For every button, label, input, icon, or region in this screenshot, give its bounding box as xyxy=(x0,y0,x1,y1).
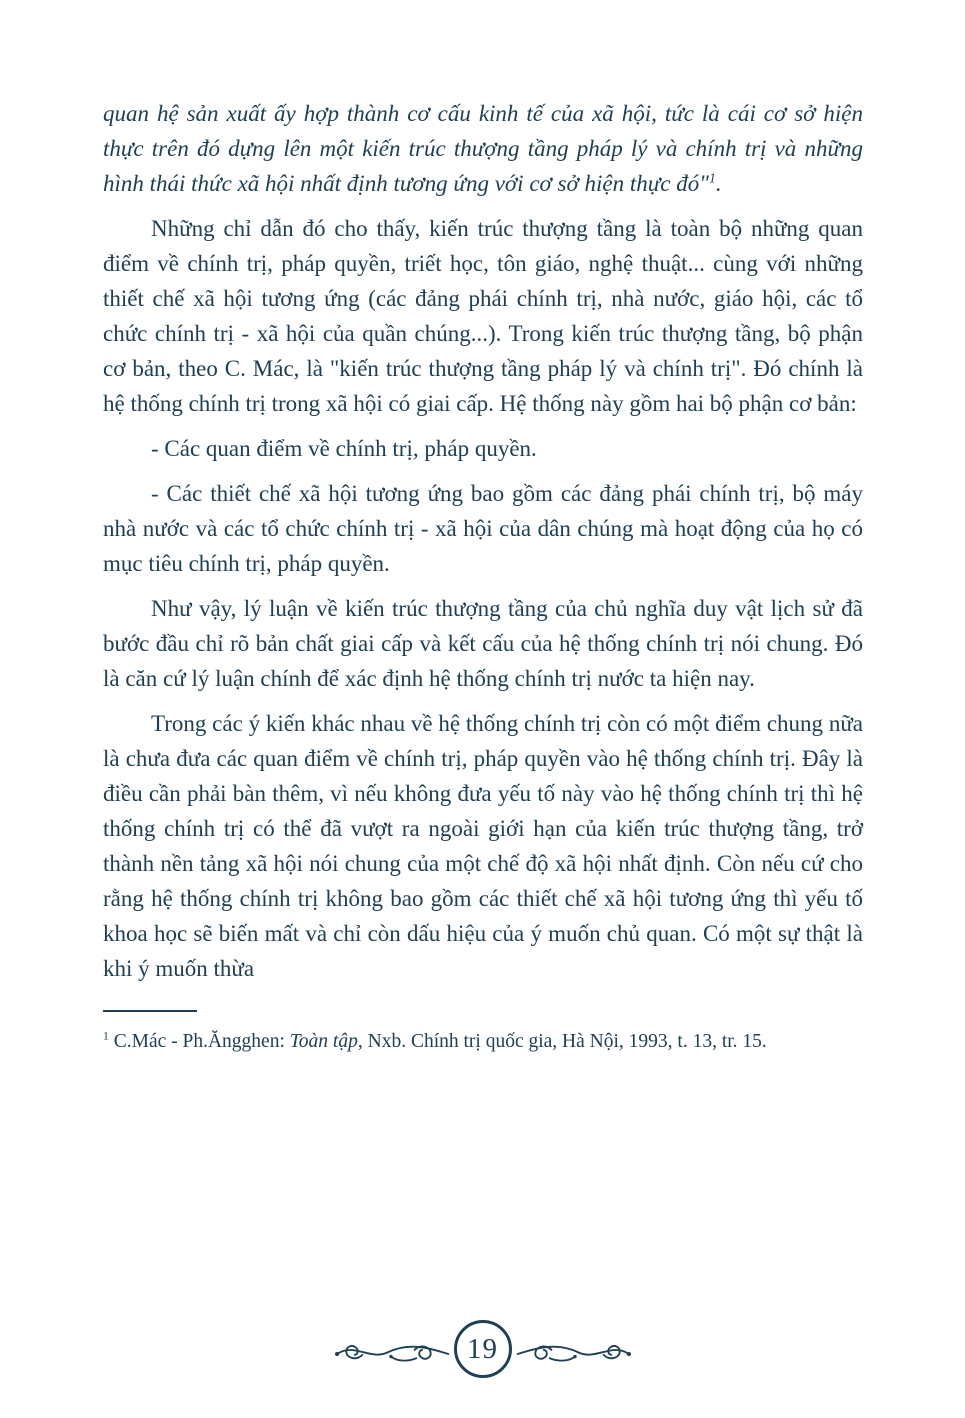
flourish-right-icon xyxy=(516,1328,634,1370)
flourish-left-icon xyxy=(332,1328,450,1370)
page-number-badge xyxy=(454,1320,512,1378)
list-item-paragraph: - Các thiết chế xã hội tương ứng bao gồm các đảng phái chính trị, bộ máy nhà nước và các tổ chức chính trị - xã hội của dân chúng mà hoạt động của họ có mục tiêu chính trị, pháp quyền. xyxy=(103,481,863,576)
footnote-detail: , Nxb. Chính trị quốc gia, Hà Nội, 1993, t. 13, tr. 15. xyxy=(357,1031,767,1052)
body-paragraph: Như vậy, lý luận về kiến trúc thượng tầng của chủ nghĩa duy vật lịch sử đã bước đầu chỉ rõ bản chất giai cấp và kết cấu của hệ thống chính trị nói chung. Đó là căn cứ lý luận chính để xác định hệ thống chính trị nước ta hiện nay. xyxy=(103,596,863,691)
body-paragraph: Trong các ý kiến khác nhau về hệ thống chính trị còn có một điểm chung nữa là chưa đưa các quan điểm về chính trị, pháp quyền vào hệ thống chính trị. Đây là điều cần phải bàn thêm, vì nếu không đưa yếu tố này vào hệ thống chính trị thì hệ thống chính trị có thể đã vượt ra ngoài giới hạn của kiến trúc thượng tầng, trở thành nền tảng xã hội nói chung của một chế độ xã hội nhất định. Còn nếu cứ cho rằng hệ thống chính trị không bao gồm các thiết chế xã hội tương ứng thì yếu tố khoa học sẽ biến mất và chỉ còn dấu hiệu của ý muốn chủ quan. Có một sự thật là khi ý muốn thừa xyxy=(103,711,863,981)
footnote-author: C.Mác - Ph.Ăngghen: xyxy=(113,1031,290,1052)
footnote-number: 1 xyxy=(103,1029,109,1043)
footnote-separator xyxy=(103,1010,197,1012)
footnote-reference-marker: 1 xyxy=(708,170,716,186)
opening-quote-paragraph xyxy=(103,96,863,201)
quote-terminator: . xyxy=(715,171,722,196)
quote-text: quan hệ sản xuất ấy hợp thành cơ cấu kinh tế của xã hội, tức là cái cơ sở hiện thực trên đó dựng lên một kiến trúc thượng tầng pháp lý và chính trị và những hình thái thức xã hội nhất định tương ứng với cơ sở hiện thực đó" xyxy=(103,101,863,196)
footnote xyxy=(103,1028,863,1055)
page-footer-ornament xyxy=(0,1320,965,1378)
list-item-paragraph: - Các quan điểm về chính trị, pháp quyền. xyxy=(151,436,537,461)
body-paragraph: Những chỉ dẫn đó cho thấy, kiến trúc thượng tầng là toàn bộ những quan điểm về chính trị, pháp quyền, triết học, tôn giáo, nghệ thuật... cùng với những thiết chế xã hội tương ứng (các đảng phái chính trị, nhà nước, giáo hội, các tổ chức chính trị - xã hội của quần chúng...). Trong kiến trúc thượng tầng, bộ phận cơ bản, theo C. Mác, là "kiến trúc thượng tầng pháp lý và chính trị". Đó chính là hệ thống chính trị trong xã hội có giai cấp. Hệ thống này gồm hai bộ phận cơ bản: xyxy=(103,216,863,416)
page-number: 19 xyxy=(467,1332,498,1365)
footnote-work-title: Toàn tập xyxy=(289,1031,358,1052)
